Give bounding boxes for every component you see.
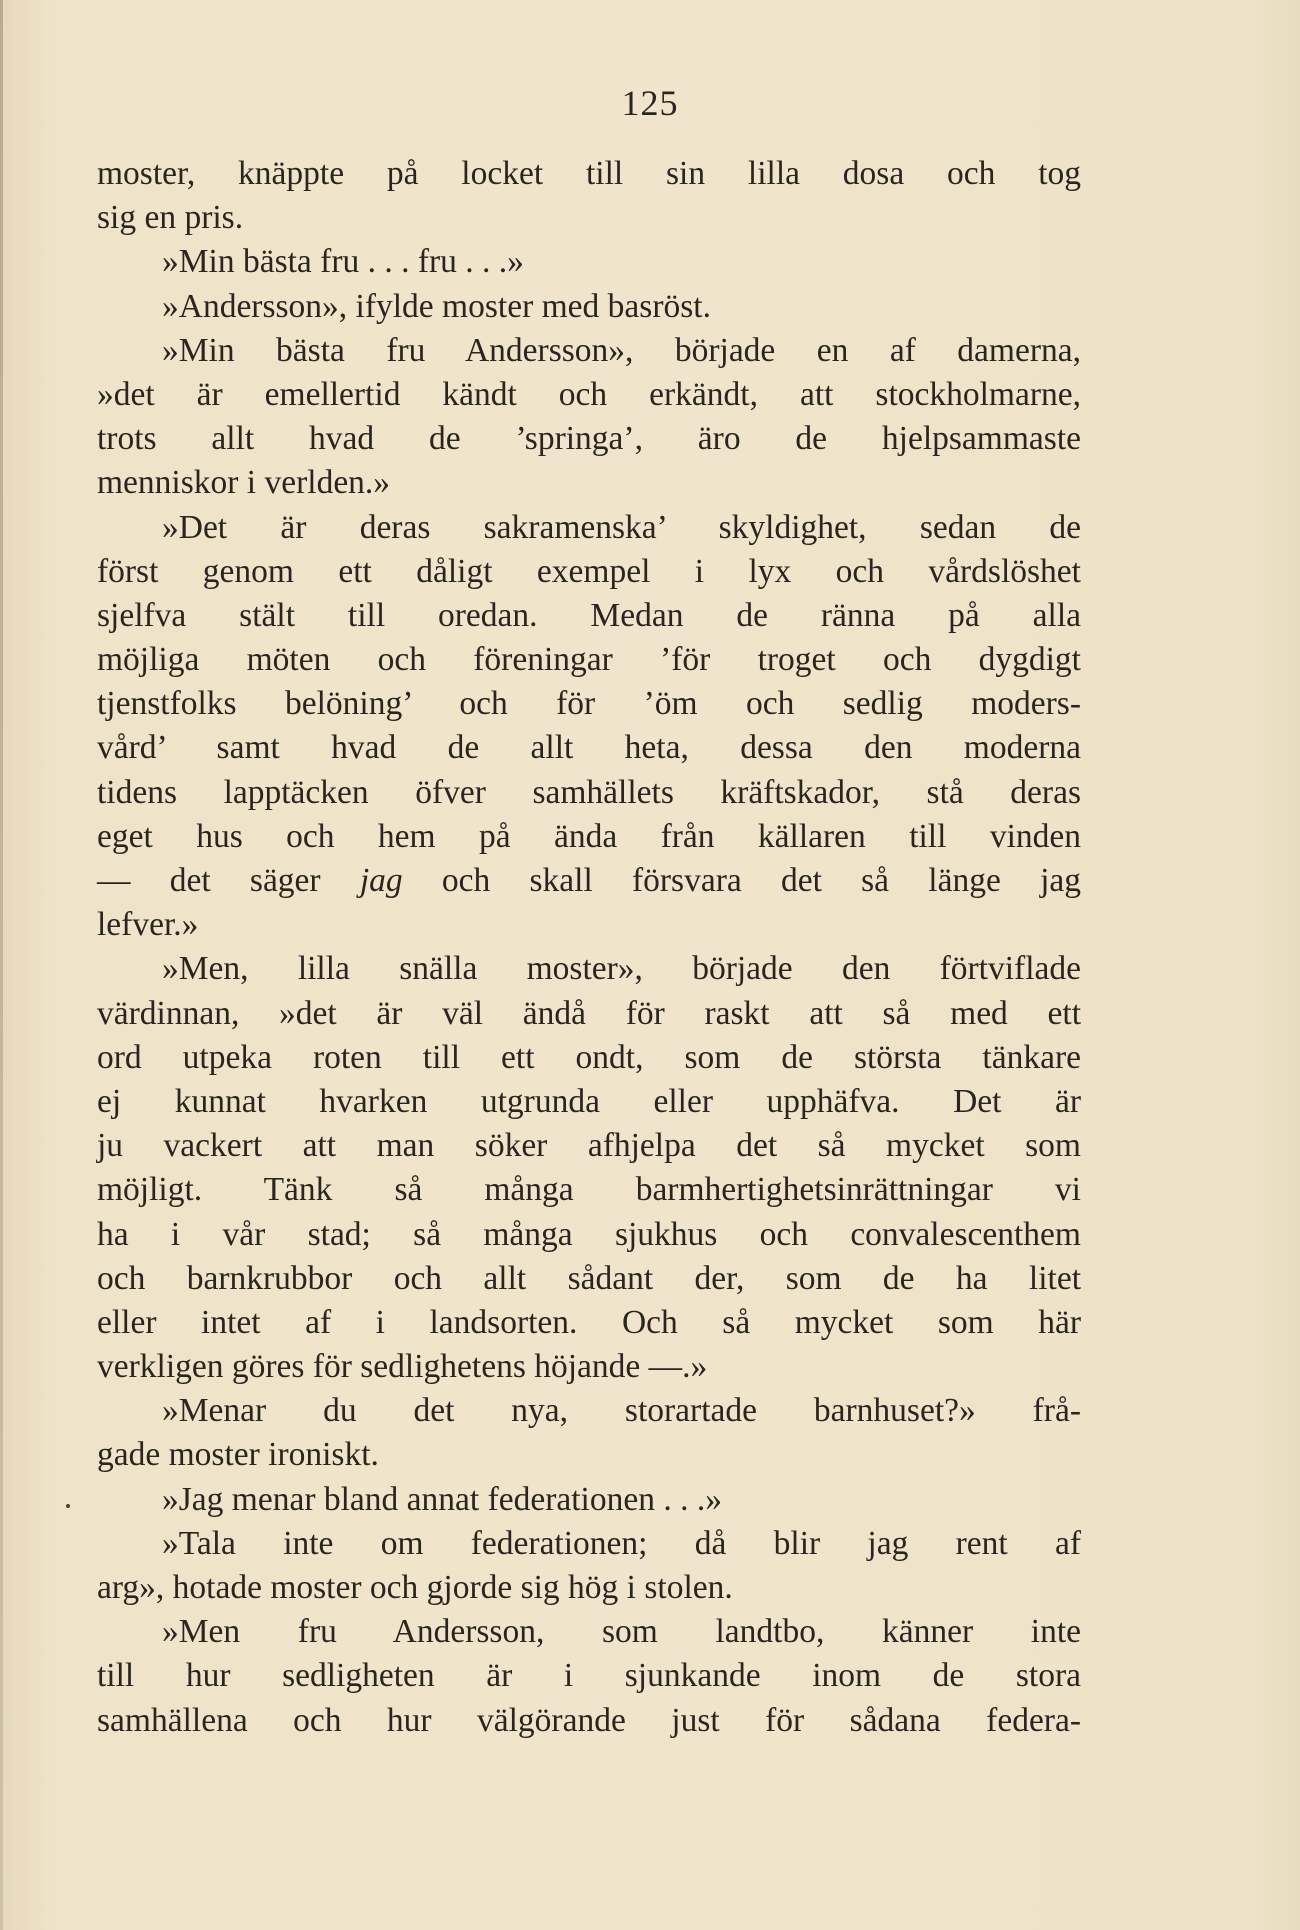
italic-emphasis: jag bbox=[359, 862, 403, 899]
text-line: trots allt hvad de ’springa’, äro de hjelpsammaste bbox=[97, 420, 1081, 458]
text-line: »Men fru Andersson, som landtbo, känner inte bbox=[162, 1613, 1081, 1651]
text-line: ju vackert att man söker afhjelpa det så mycket som bbox=[97, 1127, 1081, 1165]
text-line: »Tala inte om federationen; då blir jag rent af bbox=[162, 1524, 1081, 1562]
text-line: sig en pris. bbox=[97, 199, 244, 237]
text-line: »Menar du det nya, storartade barnhuset?» frå- bbox=[162, 1392, 1081, 1430]
text-line: ej kunnat hvarken utgrunda eller upphäfva. Det är bbox=[97, 1082, 1081, 1120]
text-line: värdinnan, »det är väl ändå för raskt att så med ett bbox=[97, 994, 1081, 1032]
text-line: sjelfva stält till oredan. Medan de ränna på alla bbox=[97, 596, 1081, 634]
text-line: verkligen göres för sedlighetens höjande —.» bbox=[97, 1348, 708, 1386]
text-line: »Det är deras sakramenska’ skyldighet, sedan de bbox=[162, 508, 1081, 546]
text-line: samhällena och hur välgörande just för sådana federa- bbox=[97, 1701, 1081, 1739]
page-number: 125 bbox=[621, 83, 679, 123]
page-gutter-edge bbox=[0, 0, 3, 1930]
text-line: arg», hotade moster och gjorde sig hög i stolen. bbox=[97, 1569, 733, 1606]
text-line: »Min bästa fru . . . fru . . .» bbox=[162, 243, 524, 281]
print-speck bbox=[66, 1504, 70, 1508]
text-line: tjenstfolks belöning’ och för ’öm och sedlig moders- bbox=[97, 685, 1081, 723]
text-line: menniskor i verlden.» bbox=[97, 464, 391, 502]
text-line: lefver.» bbox=[97, 906, 199, 944]
text-line: vård’ samt hvad de allt heta, dessa den moderna bbox=[97, 729, 1081, 767]
text-line: möjliga möten och föreningar ’för troget och dygdigt bbox=[97, 641, 1081, 679]
text-segment: — det säger bbox=[97, 862, 360, 899]
text-line: gade moster ironiskt. bbox=[97, 1436, 379, 1474]
text-line: eget hus och hem på ända från källaren till vinden bbox=[97, 817, 1081, 855]
text-line: »det är emellertid kändt och erkändt, att stockholmarne, bbox=[97, 375, 1081, 413]
text-line bbox=[97, 859, 1081, 903]
text-line: »Min bästa fru Andersson», började en af damerna, bbox=[162, 331, 1081, 369]
text-line: och barnkrubbor och allt sådant der, som de ha litet bbox=[97, 1259, 1081, 1297]
text-line: möjligt. Tänk så många barmhertighetsinrättningar vi bbox=[97, 1171, 1081, 1209]
text-line: eller intet af i landsorten. Och så mycket som här bbox=[97, 1303, 1081, 1341]
text-line: till hur sedligheten är i sjunkande inom de stora bbox=[97, 1657, 1081, 1695]
text-line: tidens lapptäcken öfver samhällets kräftskador, stå deras bbox=[97, 773, 1081, 811]
text-line: först genom ett dåligt exempel i lyx och vårdslöshet bbox=[97, 552, 1081, 590]
text-line: »Andersson», ifylde moster med basröst. bbox=[162, 287, 711, 325]
text-line: »Jag menar bland annat federationen . . .» bbox=[162, 1480, 722, 1518]
text-line: ord utpeka roten till ett ondt, som de största tänkare bbox=[97, 1038, 1081, 1076]
text-line: ha i vår stad; så många sjukhus och convalescenthem bbox=[97, 1215, 1081, 1253]
text-line: »Men, lilla snälla moster», började den förtviflade bbox=[162, 950, 1081, 988]
text-segment: och skall försvara det så länge jag bbox=[402, 862, 1081, 899]
text-line: moster, knäppte på locket till sin lilla dosa och tog bbox=[97, 155, 1081, 192]
body-text bbox=[97, 152, 1081, 1743]
